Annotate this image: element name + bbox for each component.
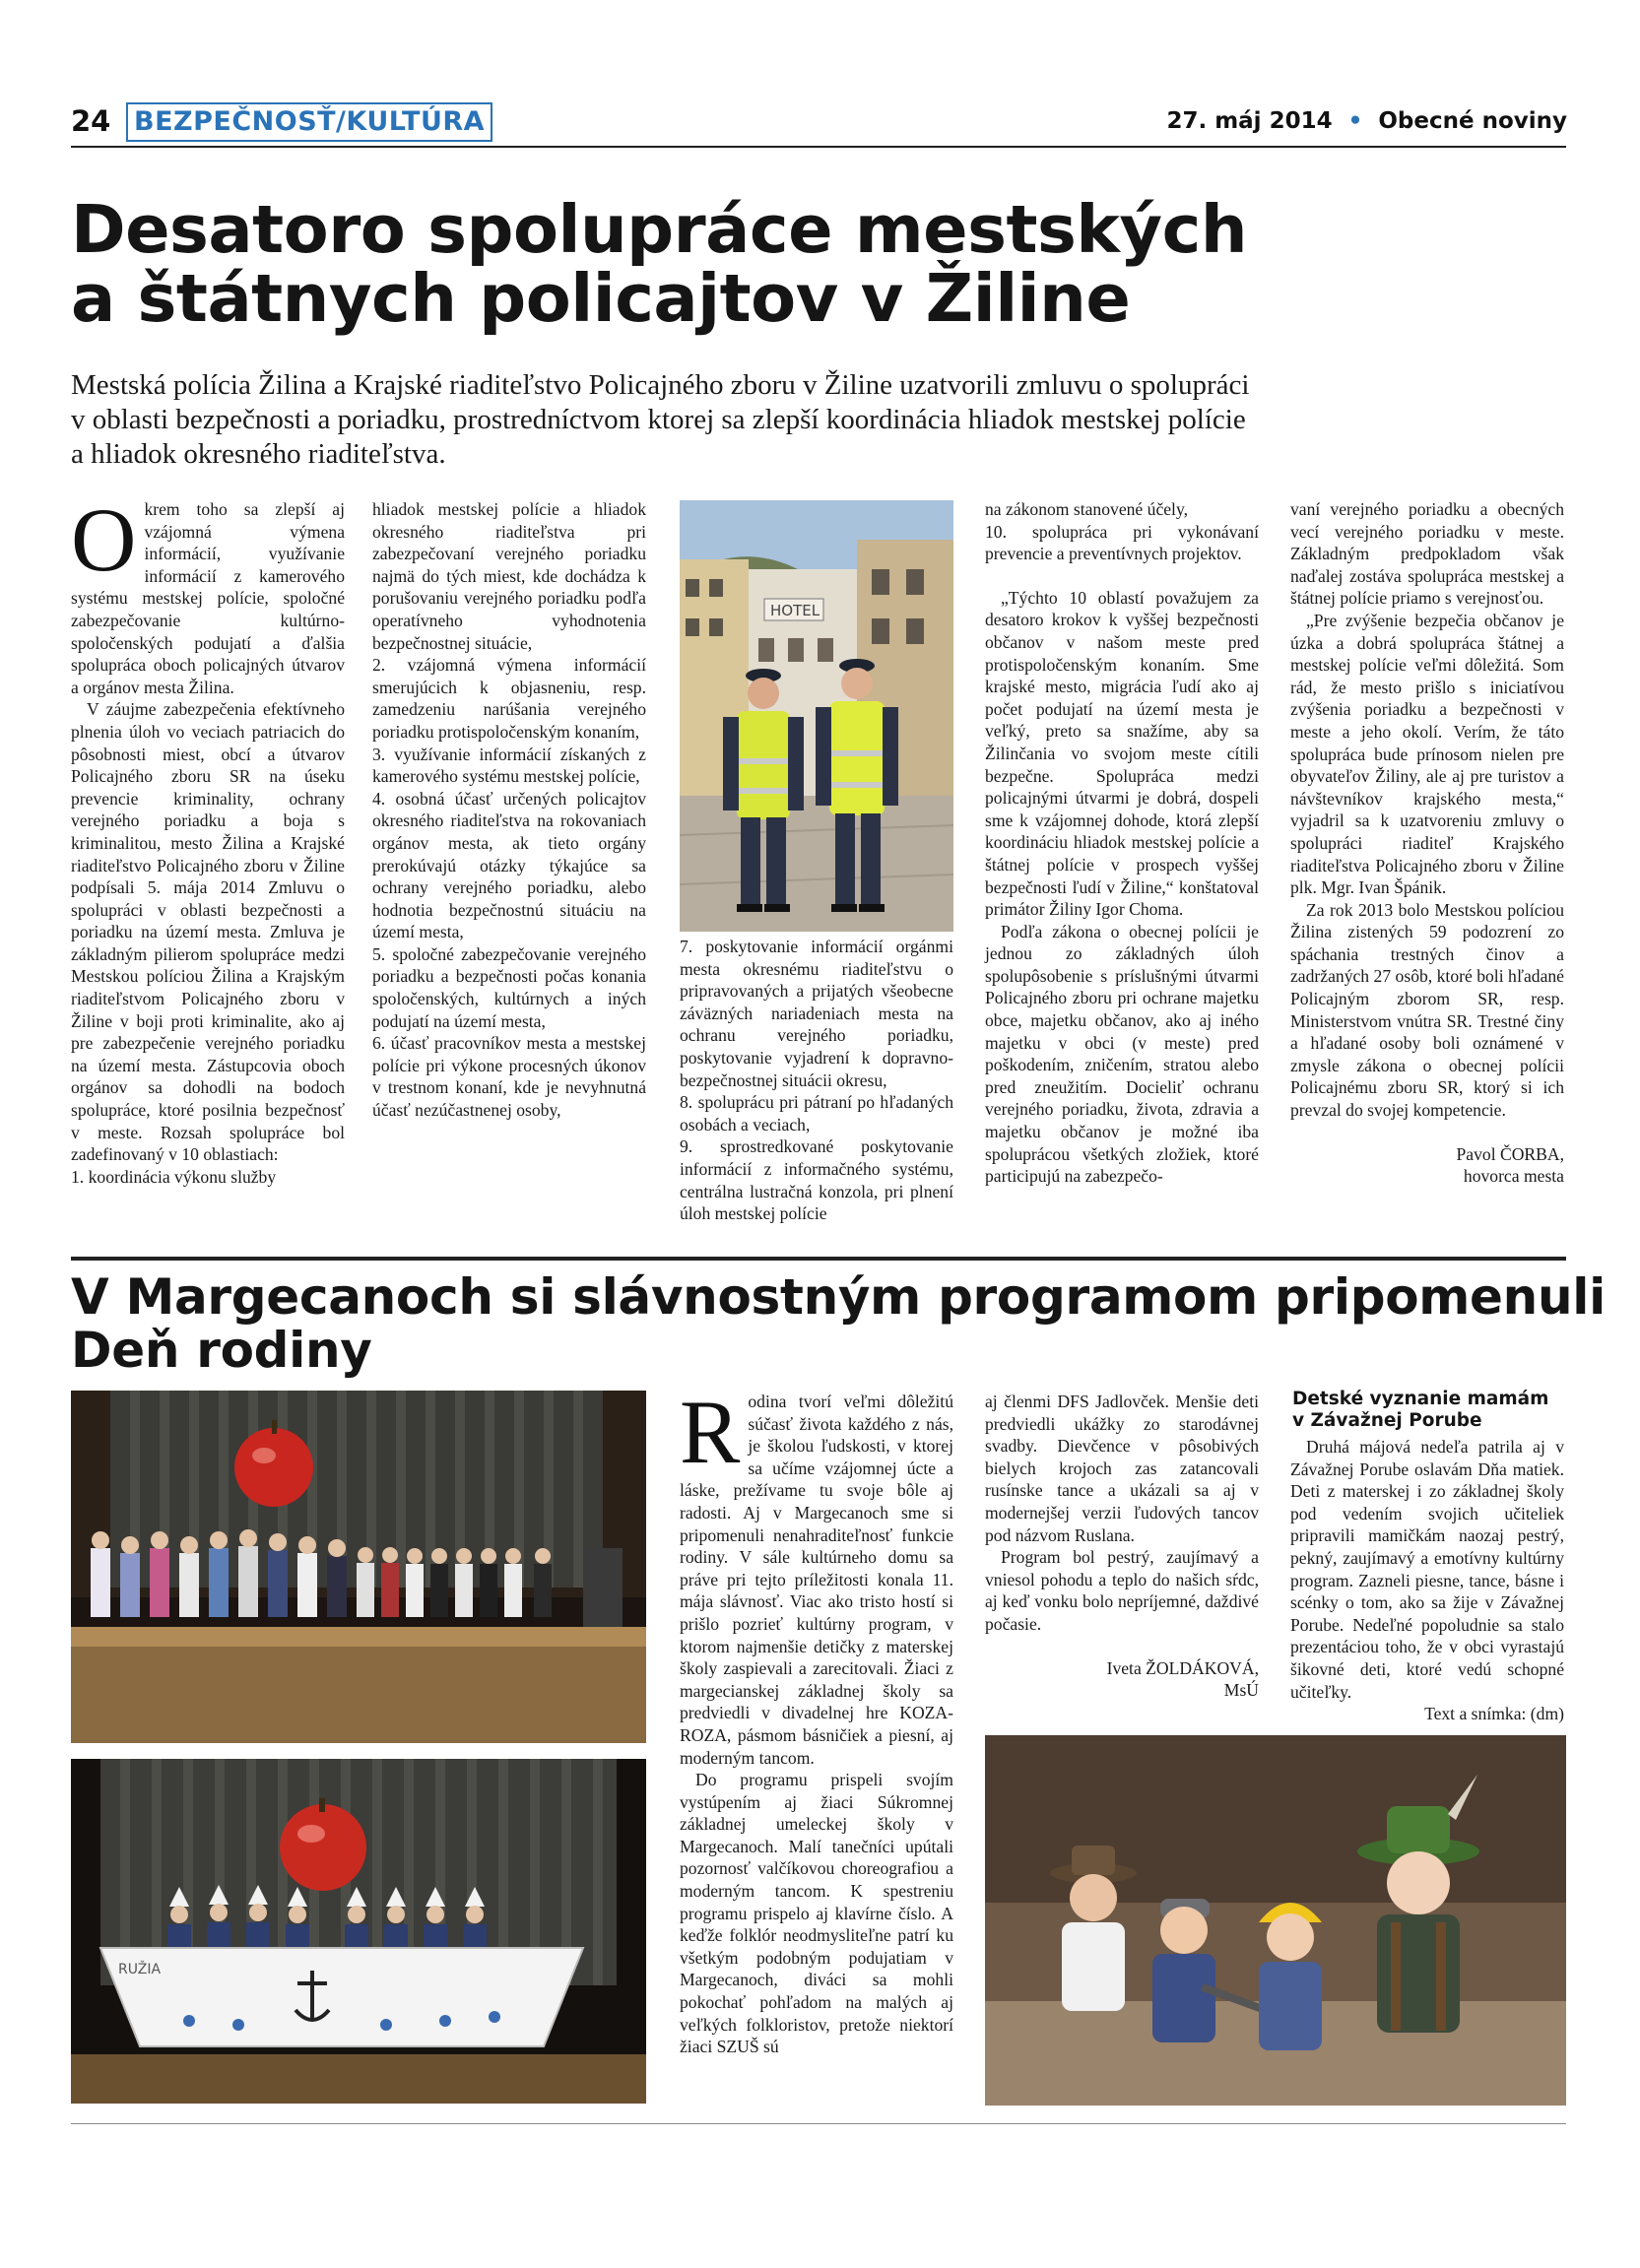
article1-column-3 [680, 936, 953, 1225]
article2-title-line2: Deň rodiny [71, 1322, 372, 1379]
article1-title-line2: a štátnych policajtov v Žiline [71, 260, 1131, 337]
article-separator-rule [71, 1257, 1566, 1261]
article2-title [71, 1270, 1606, 1377]
section-label: BEZPEČNOSŤ/KULTÚRA [126, 102, 492, 142]
paragraph: Do programu prispeli svojím vystúpením aj žiaci Súkromnej základnej umeleckej školy v Margecanoch. Malí tanečníci upútali pozornosť valčíkovou choreografiou a moderným tancom. K spestreniu programu prispelo aj klavírne číslo. A keďže folklór neodmysliteľne patrí ku všetkým podobným podujatiam v Margecanoch, diváci sa mohli pokochať pohľadom na malých aj veľkých folkloristov, pretože niektorí žiaci SZUŠ sú [680, 1770, 953, 2057]
page-number: 24 [71, 104, 111, 138]
paragraph: V záujme zabezpečenia efektívneho plnenia úloh vo veciach patriacich do pôsobnosti miest, obcí a útvarov Policajného zboru SR na úseku prevencie kriminality, ochrany verejného poriadku a boja s kriminalitou, mesto Žilina a Krajské riaditeľstvo Policajného zboru v Žiline podpísali 5. mája 2014 Zmluvu o spolupráci v oblasti bezpečnosti a poriadku na území mesta. Zmluva je základným pilierom spolupráce medzi Mestskou políciou Žilina a Krajským riaditeľstvom Policajného zboru v Žiline v boji proti kriminalite, ako aj pre zabezpečenie verejného poriadku na území mesta. Zástupcovia oboch orgánov sa dohodli na bodoch spolupráce, ktoré posilnia bezpečnosť v meste. Rozsah spolupráce bol zadefinovaný v 10 oblastiach: [71, 699, 345, 1165]
sidebar-credit: Text a snímka: (dm) [1424, 1704, 1564, 1724]
list-item: 1. koordinácia výkonu služby [71, 1166, 277, 1187]
article2-author-role: MsÚ [1223, 1680, 1259, 1701]
issue-info [1166, 108, 1567, 134]
list-item: 9. sprostredkované poskytovanie informácií z informačného systému, centrálna lustračná konzola, pri plnení úloh mestskej polície [680, 1136, 953, 1224]
paragraph: „Pre zvýšenie bezpečia občanov je úzka a dobrá spolupráca štátnej a mestskej polície veľmi dôležitá. Som rád, že mesto prišlo s iniciatívou zvýšenia poriadku a bezpečnosti v meste a jeho okolí. Verím, že táto spolupráca bude prínosom nielen pre obyvateľov Žiliny, ale aj pre turistov a návštevníkov krajského mesta,“ vyjadril sa k uzatvoreniu zmluvy o spolupráci riaditeľ Krajského riaditeľstva Policajného zboru v Žiline plk. Mgr. Ivan Špánik. [1290, 610, 1564, 898]
header-rule [71, 146, 1566, 148]
list-item: 2. vzájomná výmena informácií smerujúcich k objasneniu, resp. zamedzeniu narúšania verejného poriadku protispoločenským konaním, [372, 655, 646, 742]
article1-column-1 [71, 489, 345, 1188]
paragraph: Program bol pestrý, zaujímavý a vniesol pohodu a teplo do našich sŕdc, aj keď vonku bolo nepríjemné, daždivé počasie. [985, 1547, 1259, 1634]
list-item: 10. spolupráca pri vykonávaní prevencie a preventívnych projektov. [985, 521, 1259, 564]
article1-column-5 [1290, 498, 1564, 1188]
list-item: 5. spoločné zabezpečovanie verejného poriadku a bezpečnosti počas konania spoločenských, kultúrnych a iných podujatí na území mesta, [372, 943, 646, 1031]
children-boat-photo [71, 1759, 646, 2104]
paragraph: Druhá májová nedeľa patrila aj v Závažnej Porube oslavám Dňa matiek. Deti z materskej i zo základnej školy pod vedením svojich učiteliek pripravili mamičkám naozaj pestrý, pekný, zaujímavý a emotívny kultúrny program. Zazneli piesne, tance, básne i scénky o tom, ako sa žije v Závažnej Porube. Nedeľné popoludnie sa stalo prezentáciou toho, že v obci vyrastajú šikovné deti, ktoré vedú schopné učiteľky. [1290, 1437, 1564, 1702]
article1-lead-line3: a hliadok okresného riaditeľstva. [71, 438, 446, 470]
article1-dropcap: O [71, 489, 137, 590]
article1-column-2 [372, 498, 646, 1122]
list-item: 3. využívanie informácií získaných z kamerového systému mestskej polície, [372, 744, 646, 787]
list-item: hliadok mestskej polície a hliadok okresného riaditeľstva pri zabezpečovaní verejného poriadku najmä do tých miest, kde dochádza k porušovaniu verejného poriadku podľa operatívneho vyhodnotenia bezpečnostnej situácie, [372, 499, 646, 653]
article2-dropcap: R [680, 1382, 741, 1482]
article1-lead [71, 368, 1249, 472]
sidebar-body [1290, 1436, 1564, 1725]
sidebar-title [1292, 1389, 1566, 1432]
article2-author: Iveta ŽOLDÁKOVÁ, [1106, 1657, 1259, 1678]
article1-lead-line1: Mestská polícia Žilina a Krajské riaditeľstvo Policajného zboru v Žiline uzatvorili zmluvu o spolupráci [71, 369, 1250, 401]
children-costumes-photo [985, 1735, 1566, 2106]
sidebar-title-line1: Detské vyznanie mamám [1292, 1389, 1549, 1409]
article1-title-line1: Desatoro spolupráce mestských [71, 191, 1248, 268]
article1-lead-line2: v oblasti bezpečnosti a poriadku, prostredníctvom ktorej sa zlepší koordinácia hliadok mestskej polície [71, 404, 1246, 435]
paragraph: „Týchto 10 oblastí považujem za desatoro krokov k vyššej bezpečnosti občanov v našom meste pred protispoločenským konaním. Sme krajské mesto, migrácia ľudí ako aj počet podujatí na území mesta je veľký, preto sa snažíme, aby sa Žilinčania vo svojom meste cítili bezpečne. Spolupráca medzi policajnými útvarmi je dobrá, dospeli sme k vzájomnej dohode, ktorá zlepší koordináciu hliadok mestskej polície a štátnej polície v prospech vyššej bezpečnosti ľudí v Žiline,“ konštatoval primátor Žiliny Igor Choma. [985, 587, 1259, 920]
list-item: 7. poskytovanie informácií orgánmi mesta okresnému riaditeľstvu o pripravovaných a prijatých všeobecne záväzných nariadeniach mesta na ochranu verejného poriadku, poskytovanie vyjadrení k dopravno-bezpečnostnej situácii okresu, [680, 937, 953, 1090]
children-stage-photo [71, 1391, 646, 1743]
issue-date: 27. máj 2014 [1166, 108, 1333, 134]
hotel-sign-text: HOTEL [770, 602, 820, 619]
police-officers-photo [680, 500, 953, 932]
paragraph: vaní verejného poriadku a obecných vecí verejného poriadku v meste. Základným predpokladom však naďalej zostáva spolupráca mestskej a štátnej polície priamo s verejnosťou. [1290, 499, 1564, 609]
publication-name: Obecné noviny [1378, 108, 1567, 134]
sidebar-title-line2: v Závažnej Porube [1292, 1410, 1482, 1431]
paragraph: Podľa zákona o obecnej polícii je jednou zo základných úloh spolupôsobenie s príslušnými útvarmi Policajného zboru pri ochrane majetku obce, majetku občanov, ako aj iného majetku v obci (v meste) pred poškodením, zničením, stratou alebo pred zneužitím. Docieliť ochranu verejného poriadku, života, zdravia a majetku občanov je možné iba spoluprácou všetkých zložiek, ktoré participujú na zabezpečo- [985, 921, 1259, 1187]
list-item: 6. účasť pracovníkov mesta a mestskej polície pri výkone procesných úkonov v trestnom konaní, kde je nevyhnutná účasť nezúčastnenej osoby, [372, 1033, 646, 1121]
paragraph: Za rok 2013 bolo Mestskou políciou Žilina zistených 59 podozrení zo spáchania trestných činov a zadržaných 27 osôb, ktoré boli hľadané Policajným zborom SR, resp. Ministerstvom vnútra SR. Trestné činy a hľadané osoby boli oznámené v zmysle zákona o obecnej polícii Policajnému zboru SR, ktorý si ich prevzal do svojej kompetencie. [1290, 899, 1564, 1121]
paragraph: odina tvorí veľmi dôležitú súčasť života každého z nás, je školou ľudskosti, v ktorej sa učíme vzájomnej úcte a láske, prežívame tu svoje bôle aj radosti. Aj v Margecanoch sme si pripomenuli nenahraditeľnosť funkcie rodiny. V sále kultúrneho domu sa práve pri tejto príležitosti konala 11. mája slávnosť. Viac ako tristo hostí si prišlo pozrieť kultúrny program, v ktorom najmenšie detičky z materskej školy zaspievali a zarecitovali. Žiaci z margecianskej základnej školy sa predviedli v divadelnej hre KOZA-ROZA, pásmom básničiek a piesní, aj moderným tancom. [680, 1392, 953, 1768]
bullet-separator: • [1340, 108, 1371, 134]
article1-column-4 [985, 498, 1259, 1188]
list-item: 8. spoluprácu pri pátraní po hľadaných osobách a veciach, [680, 1092, 953, 1134]
article2-column-2 [985, 1391, 1259, 1702]
paragraph: na zákonom stanovené účely, [985, 499, 1188, 519]
paragraph: aj členmi DFS Jadlovček. Menšie deti predviedli ukážky zo starodávnej svadby. Dievčence v pôsobivých bielych krojoch zas zatancovali rusínske tance a ukázali sa aj v modernejšej verzii ľudových tancov pod názvom Ruslana. [985, 1392, 1259, 1545]
article2-column-1 [680, 1382, 953, 2058]
article1-author: Pavol ČORBA, [1456, 1143, 1564, 1164]
footer-rule [71, 2123, 1566, 2124]
article1-title [71, 191, 1248, 337]
article2-title-line1: V Margecanoch si slávnostným programom pripomenuli [71, 1268, 1606, 1326]
article1-author-role: hovorca mesta [1463, 1166, 1564, 1187]
boat-label: RUŽIA [118, 1962, 162, 1977]
list-item: 4. osobná účasť určených policajtov okresného riaditeľstva na rokovaniach orgánov mesta, ak tieto orgány prerokúvajú otázky týkajúce sa ochrany verejného poriadku, alebo hodnotia bezpečnostnú situáciu na území mesta, [372, 788, 646, 942]
paragraph: krem toho sa zlepší aj vzájomná výmena informácií, využívanie informácií z kamerového systému mestskej polície, spoločné zabezpečovanie kultúrno-spoločenských podujatí a ďalšia spolupráca oboch policajných útvarov a orgánov mesta Žilina. [71, 499, 345, 697]
